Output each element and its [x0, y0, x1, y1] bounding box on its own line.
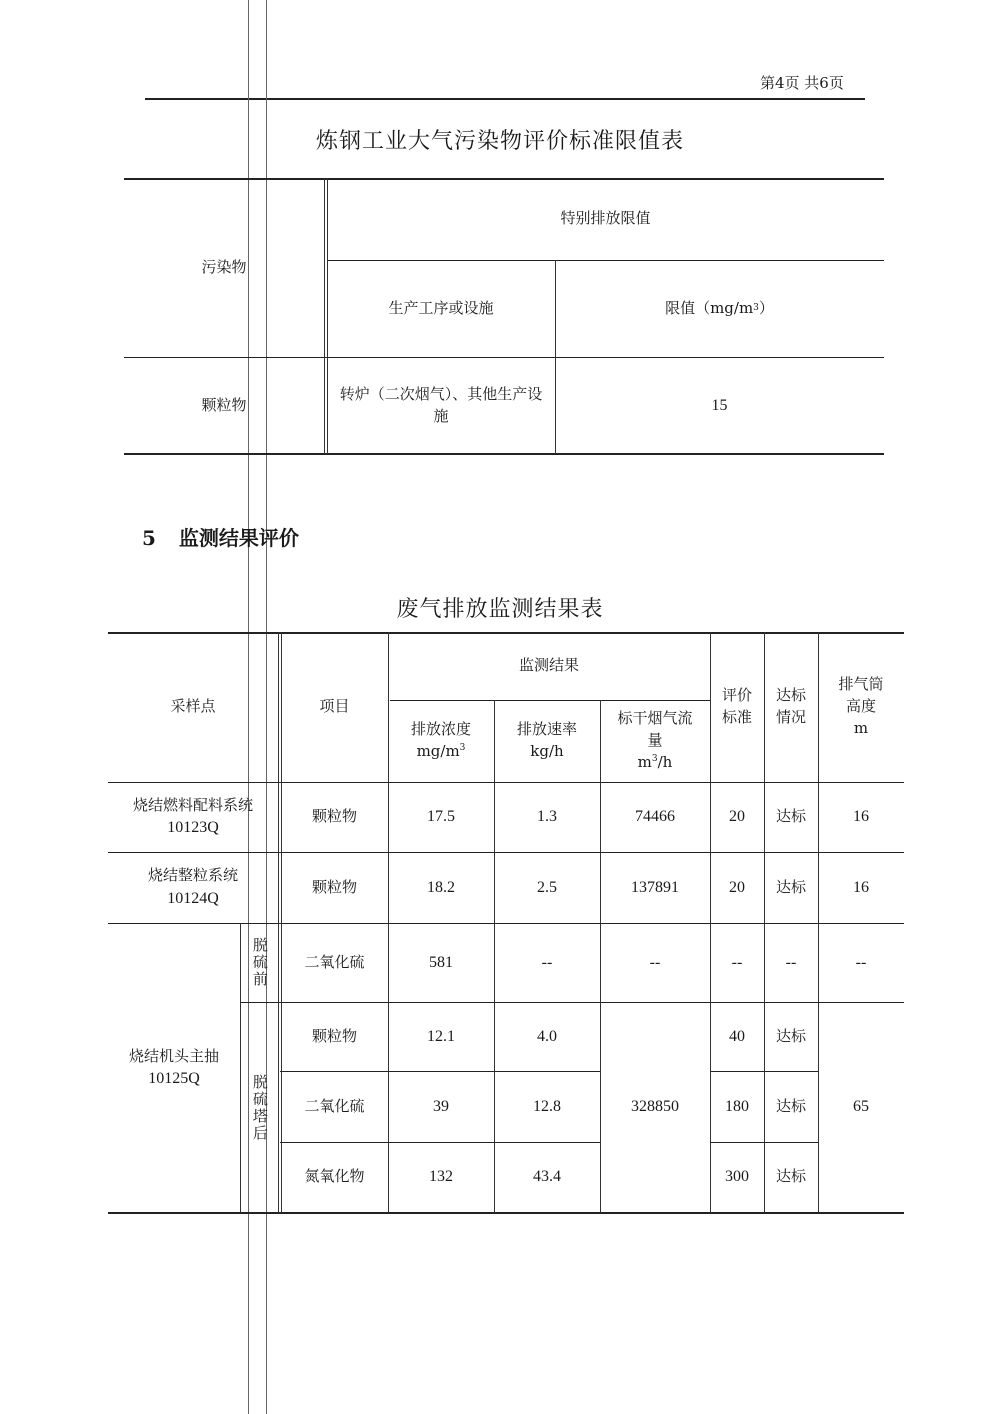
row2-conc: 18.2: [427, 878, 455, 896]
table1-header-special-limit: 特别排放限值: [560, 209, 651, 228]
after2-conc: 39: [433, 1097, 449, 1115]
page-indicator: 第4页 共6页: [760, 74, 844, 92]
row1-height: 16: [853, 808, 869, 826]
after3-standard: 300: [725, 1168, 749, 1186]
section-number: 5: [142, 526, 156, 550]
table1-header-process: 生产工序或设施: [388, 298, 494, 317]
table1-row-limit: 15: [711, 396, 728, 414]
after-flow-merged: 328850: [631, 1098, 679, 1116]
group-before-label: 脱硫前: [250, 937, 269, 988]
after1-rate: 4.0: [537, 1027, 557, 1045]
row1-conc: 17.5: [427, 808, 455, 826]
after2-item: 二氧化硫: [304, 1096, 365, 1115]
after1-status: 达标: [775, 1026, 806, 1045]
row2-status: 达标: [775, 877, 806, 896]
table2-title: 废气排放监测结果表: [396, 597, 604, 622]
header-eval-standard: 评价 标准: [721, 686, 752, 726]
after3-rate: 43.4: [533, 1168, 561, 1186]
before-conc: 581: [429, 953, 453, 971]
after3-conc: 132: [429, 1168, 453, 1186]
after1-standard: 40: [729, 1027, 745, 1045]
after-height-merged: 65: [853, 1098, 869, 1116]
before-height: --: [855, 953, 867, 971]
row1-sampling-point: 烧结燃料配料系统 10123Q: [132, 795, 253, 837]
section-heading: [142, 522, 299, 551]
row1-item: 颗粒物: [311, 807, 357, 826]
before-rate: --: [541, 953, 553, 971]
row2-flow: 137891: [631, 878, 679, 896]
after2-standard: 180: [725, 1097, 749, 1115]
row2-height: 16: [853, 878, 869, 896]
row1-rate: 1.3: [537, 808, 557, 826]
row1-flow: 74466: [635, 808, 675, 826]
header-emission-rate: 排放速率 kg/h: [516, 720, 577, 760]
header-stack-height: 排气筒 高度 m: [838, 675, 884, 737]
table1-title: 炼钢工业大气污染物评价标准限值表: [315, 129, 684, 154]
after2-status: 达标: [775, 1096, 806, 1115]
table1-row-process: 转炉（二次烟气）、其他生产设 施: [339, 384, 543, 425]
header-item: 项目: [319, 697, 350, 716]
header-flow: 标干烟气流 量 $m^3/h$: [617, 709, 693, 771]
row2-item: 颗粒物: [311, 877, 357, 896]
section-title: 监测结果评价: [178, 526, 299, 550]
table1-header-limit: 限值（mg/m 3 ）: [665, 298, 774, 317]
after3-item: 氮氧化物: [304, 1167, 365, 1186]
row1-status: 达标: [775, 807, 806, 826]
after1-item: 颗粒物: [311, 1026, 357, 1045]
header-status: 达标 情况: [775, 686, 806, 726]
table1-row-pollutant: 颗粒物: [201, 395, 247, 414]
row2-rate: 2.5: [537, 878, 557, 896]
after2-rate: 12.8: [533, 1097, 561, 1115]
row2-standard: 20: [729, 878, 745, 896]
header-sampling-point: 采样点: [170, 697, 216, 716]
row2-sampling-point: 烧结整粒系统 10124Q: [147, 866, 238, 907]
after1-conc: 12.1: [427, 1027, 455, 1045]
before-item: 二氧化硫: [304, 952, 365, 971]
header-emission-conc: 排放浓度 $mg/m^3$: [410, 720, 471, 760]
group-after-label: 脱硫塔后: [250, 1073, 269, 1142]
table1-header-pollutant: 污染物: [201, 257, 247, 276]
after3-status: 达标: [775, 1167, 806, 1186]
before-status: --: [785, 953, 797, 971]
group-sampling-point: 烧结机头主抽 10125Q: [128, 1046, 219, 1088]
header-monitoring-results: 监测结果: [518, 656, 579, 675]
before-flow: --: [649, 953, 661, 971]
header-rule: [145, 98, 865, 100]
row1-standard: 20: [729, 808, 745, 826]
before-standard: --: [731, 953, 743, 971]
